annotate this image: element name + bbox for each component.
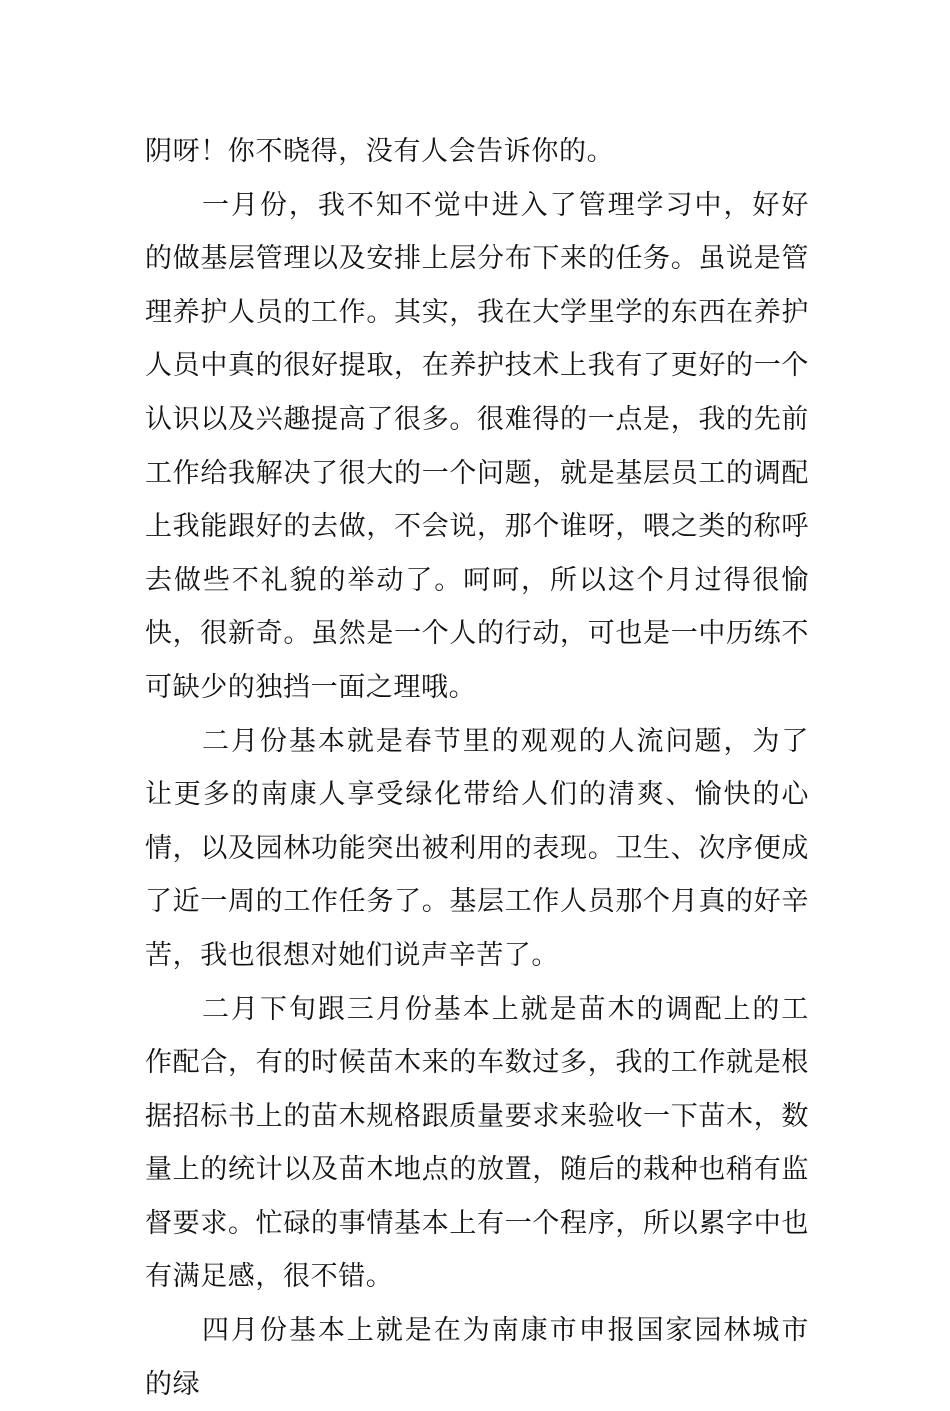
document-page bbox=[145, 125, 809, 1411]
paragraph-5: 四月份基本上就是在为南康市申报国家园林城市的绿 bbox=[145, 1315, 809, 1400]
paragraph-3: 二月份基本就是春节里的观观的人流问题，为了让更多的南康人享受绿化带给人们的清爽、愉快的心情，以及园林功能突出被利用的表现。卫生、次序便成了近一周的工作任务了。基层工作人员那个月真的好辛苦，我也很想对她们说声辛苦了。 bbox=[145, 725, 809, 971]
paragraph-4: 二月下旬跟三月份基本上就是苗木的调配上的工作配合，有的时候苗木来的车数过多，我的工作就是根据招标书上的苗木规格跟质量要求来验收一下苗木，数量上的统计以及苗木地点的放置，随后的栽种也稍有监督要求。忙碌的事情基本上有一个程序，所以累字中也有满足感，很不错。 bbox=[145, 993, 809, 1293]
paragraph-2: 一月份，我不知不觉中进入了管理学习中，好好的做基层管理以及安排上层分布下来的任务。虽说是管理养护人员的工作。其实，我在大学里学的东西在养护人员中真的很好提取，在养护技术上我有了更好的一个认识以及兴趣提高了很多。很难得的一点是，我的先前工作给我解决了很大的一个问题，就是基层员工的调配上我能跟好的去做，不会说，那个谁呀，喂之类的称呼去做些不礼貌的举动了。呵呵，所以这个月过得很愉快，很新奇。虽然是一个人的行动，可也是一中历练不可缺少的独挡一面之理哦。 bbox=[145, 189, 809, 703]
paragraph-1: 阴呀！你不晓得，没有人会告诉你的。 bbox=[145, 136, 615, 167]
